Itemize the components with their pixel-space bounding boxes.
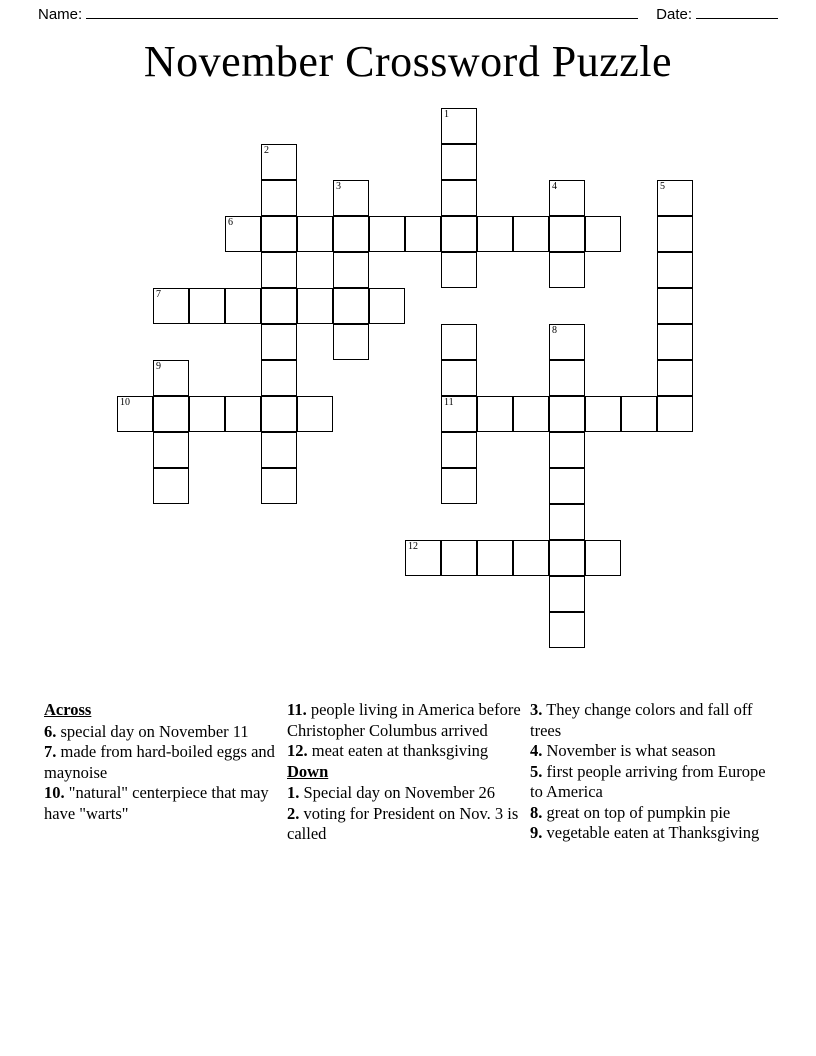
cell-number: 4 [552, 181, 557, 192]
crossword-cell[interactable] [225, 396, 261, 432]
crossword-cell[interactable] [549, 216, 585, 252]
crossword-cell[interactable] [153, 432, 189, 468]
clue-number: 3. [530, 700, 543, 719]
crossword-cell[interactable] [585, 540, 621, 576]
crossword-cell[interactable] [549, 468, 585, 504]
clue-number: 8. [530, 802, 543, 822]
clue-number: 6. [44, 721, 57, 741]
crossword-cell[interactable] [333, 324, 369, 360]
clues-column-1 [44, 700, 287, 845]
clue-item [44, 722, 281, 743]
crossword-cell[interactable] [549, 360, 585, 396]
crossword-cell[interactable] [513, 540, 549, 576]
crossword-cell[interactable] [405, 216, 441, 252]
crossword-cell[interactable] [441, 108, 477, 144]
clue-number: 1. [287, 783, 300, 802]
clue-number: 2. [287, 803, 300, 823]
cell-number: 11 [444, 397, 454, 408]
crossword-cell[interactable] [657, 288, 693, 324]
crossword-grid[interactable] [0, 108, 816, 688]
crossword-cell[interactable] [441, 144, 477, 180]
crossword-cell[interactable] [657, 180, 693, 216]
crossword-cell[interactable] [441, 540, 477, 576]
crossword-cell[interactable] [225, 288, 261, 324]
clue-number: 7. [44, 742, 57, 761]
crossword-cell[interactable] [657, 324, 693, 360]
crossword-cell[interactable] [261, 180, 297, 216]
crossword-cell[interactable] [657, 396, 693, 432]
crossword-cell[interactable] [441, 252, 477, 288]
crossword-cell[interactable] [189, 288, 225, 324]
crossword-cell[interactable] [333, 216, 369, 252]
clue-text: voting for President on Nov. 3 is called [287, 803, 519, 843]
crossword-cell[interactable] [441, 360, 477, 396]
crossword-cell[interactable] [153, 288, 189, 324]
clue-number: 5. [530, 761, 543, 781]
name-date-line [38, 6, 778, 23]
clue-item [530, 700, 768, 741]
crossword-cell[interactable] [585, 216, 621, 252]
clue-item [530, 823, 768, 844]
clue-number: 9. [530, 823, 543, 842]
crossword-cell[interactable] [441, 180, 477, 216]
clue-text: November is what season [542, 741, 716, 760]
crossword-cell[interactable] [513, 216, 549, 252]
crossword-cell[interactable] [261, 360, 297, 396]
clue-text: great on top of pumpkin pie [542, 802, 731, 822]
across-heading: Across [44, 700, 92, 719]
crossword-cell[interactable] [261, 396, 297, 432]
cell-number: 9 [156, 361, 161, 372]
cell-number: 3 [336, 181, 341, 192]
crossword-cell[interactable] [549, 612, 585, 648]
clue-item [44, 742, 281, 783]
clue-item [530, 762, 768, 803]
date-label: Date: [656, 6, 692, 23]
crossword-cell[interactable] [297, 288, 333, 324]
clue-text: people living in America before Christopher Columbus arrived [287, 700, 521, 740]
crossword-cell[interactable] [369, 288, 405, 324]
clue-text: meat eaten at thanksgiving [307, 741, 489, 760]
crossword-cell[interactable] [297, 216, 333, 252]
crossword-cell[interactable] [477, 216, 513, 252]
crossword-cell[interactable] [189, 396, 225, 432]
crossword-cell[interactable] [153, 468, 189, 504]
crossword-cell[interactable] [153, 360, 189, 396]
clue-number: 12. [287, 741, 308, 760]
clue-item [287, 804, 524, 845]
crossword-cell[interactable] [549, 576, 585, 612]
clue-text: vegetable eaten at Thanksgiving [542, 823, 760, 842]
clue-number: 11. [287, 700, 307, 719]
crossword-cell[interactable] [585, 396, 621, 432]
date-write-line[interactable] [696, 8, 778, 19]
crossword-cell[interactable] [549, 396, 585, 432]
name-label: Name: [38, 6, 83, 23]
crossword-cell[interactable] [513, 396, 549, 432]
crossword-cell[interactable] [261, 288, 297, 324]
crossword-cell[interactable] [117, 396, 153, 432]
clue-item [287, 783, 524, 804]
clue-item [287, 700, 524, 741]
crossword-cell[interactable] [261, 324, 297, 360]
crossword-cell[interactable] [405, 540, 441, 576]
crossword-cell[interactable] [549, 324, 585, 360]
cell-number: 1 [444, 109, 449, 120]
clues-column-3 [530, 700, 774, 845]
crossword-cell[interactable] [333, 288, 369, 324]
clue-number: 4. [530, 741, 543, 760]
clue-text: Special day on November 26 [299, 783, 496, 802]
clue-text: first people arriving from Europe to America [530, 761, 766, 801]
crossword-cell[interactable] [261, 144, 297, 180]
clue-text: "natural" centerpiece that may have "warts" [44, 783, 269, 823]
crossword-cell[interactable] [477, 540, 513, 576]
crossword-cell[interactable] [549, 180, 585, 216]
crossword-cell[interactable] [657, 360, 693, 396]
crossword-cell[interactable] [621, 396, 657, 432]
crossword-cell[interactable] [333, 252, 369, 288]
crossword-cell[interactable] [261, 252, 297, 288]
crossword-cell[interactable] [441, 396, 477, 432]
crossword-cell[interactable] [441, 468, 477, 504]
crossword-cell[interactable] [657, 252, 693, 288]
clue-item [44, 783, 281, 824]
cell-number: 12 [408, 541, 418, 552]
crossword-cell[interactable] [441, 324, 477, 360]
crossword-cell[interactable] [153, 396, 189, 432]
crossword-cell[interactable] [369, 216, 405, 252]
cell-number: 5 [660, 181, 665, 192]
crossword-cell[interactable] [261, 216, 297, 252]
cell-number: 7 [156, 289, 161, 300]
crossword-cell[interactable] [549, 432, 585, 468]
crossword-cell[interactable] [333, 180, 369, 216]
crossword-cell[interactable] [261, 432, 297, 468]
crossword-cell[interactable] [549, 504, 585, 540]
cell-number: 6 [228, 217, 233, 228]
clues-column-2 [287, 700, 530, 845]
clue-text: They change colors and fall off trees [530, 700, 753, 740]
name-write-line[interactable] [86, 8, 638, 19]
crossword-cell[interactable] [477, 396, 513, 432]
crossword-cell[interactable] [441, 216, 477, 252]
page-title: November Crossword Puzzle [143, 37, 673, 86]
clue-number: 10. [44, 783, 65, 802]
crossword-cell[interactable] [549, 540, 585, 576]
crossword-cell[interactable] [549, 252, 585, 288]
cell-number: 8 [552, 325, 557, 336]
clue-text: special day on November 11 [56, 721, 249, 741]
crossword-cell[interactable] [657, 216, 693, 252]
cell-number: 10 [120, 397, 130, 408]
clue-item [530, 741, 768, 762]
down-heading: Down [287, 761, 329, 781]
crossword-cell[interactable] [261, 468, 297, 504]
clues-section [44, 700, 774, 845]
clue-item [287, 741, 524, 762]
crossword-cell[interactable] [225, 216, 261, 252]
clue-text: made from hard-boiled eggs and maynoise [44, 742, 275, 782]
cell-number: 2 [264, 145, 269, 156]
crossword-cell[interactable] [297, 396, 333, 432]
clue-item [530, 803, 768, 824]
crossword-cell[interactable] [441, 432, 477, 468]
